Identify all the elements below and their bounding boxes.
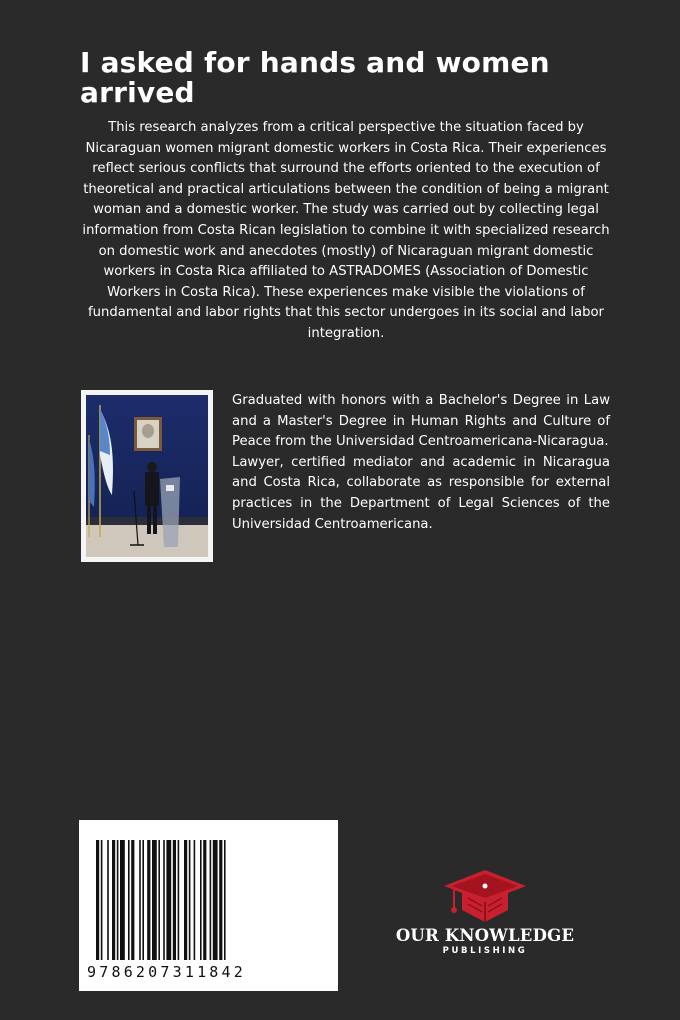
publisher-subtitle: PUBLISHING bbox=[442, 946, 528, 956]
book-title: I asked for hands and women arrived bbox=[80, 46, 550, 109]
author-photo bbox=[81, 390, 213, 562]
author-photo-image bbox=[86, 395, 208, 557]
publisher-logo bbox=[390, 866, 580, 956]
author-bio-career: Lawyer, certified mediator and academic in Nicaragua and Costa Rica, collaborate as responsible for external practices in the Department of Legal Sciences of the Universidad Centroamericana. bbox=[232, 454, 610, 532]
isbn-number: 9786207311842 bbox=[87, 963, 246, 981]
author-bio bbox=[232, 391, 610, 535]
author-bio-education: Graduated with honors with a Bachelor's Degree in Law and a Master's Degree in Human Rights and Culture of Peace from the Universidad Centroamericana-Nicaragua. bbox=[232, 393, 610, 450]
graduation-cap-book-icon bbox=[440, 866, 530, 924]
isbn-barcode bbox=[79, 820, 338, 991]
publisher-name: OUR KNOWLEDGE bbox=[395, 926, 575, 945]
book-description: This research analyzes from a critical perspective the situation faced by Nicaraguan women migrant domestic workers in Costa Rica. Their experiences reflect serious conflicts that surround the efforts oriented to the execution of theoretical and practical articulations between the condition of being a migrant woman and a domestic worker. The study was carried out by collecting legal information from Costa Rican legislation to combine it with specialized research on domestic work and anecdotes (mostly) of Nicaraguan migrant domestic workers in Costa Rica affiliated to ASTRADOMES (Association of Domestic Workers in Costa Rica). These experiences make visible the violations of fundamental and labor rights that this sector undergoes in its social and labor integration. bbox=[82, 120, 610, 341]
